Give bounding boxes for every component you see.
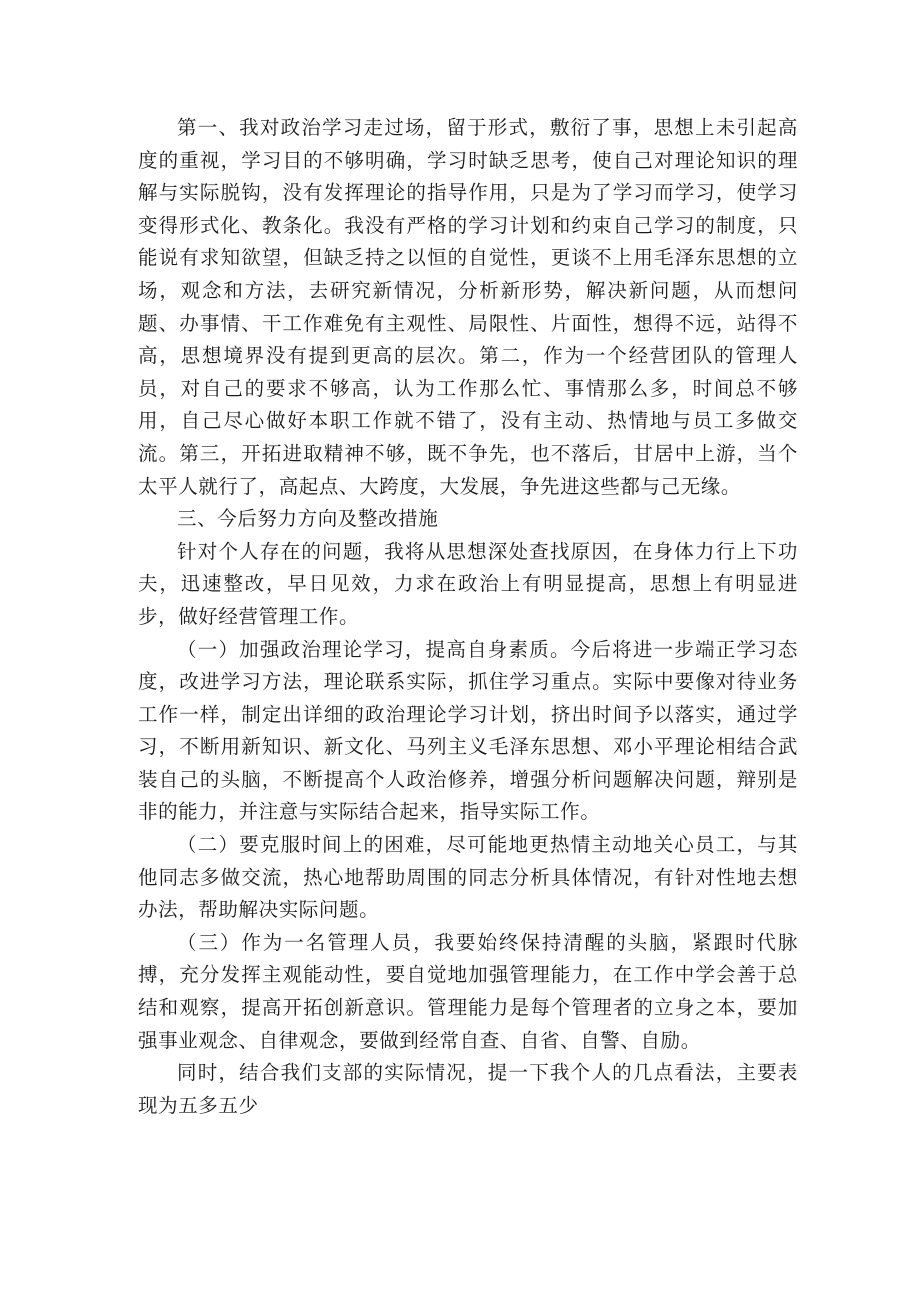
section-heading-rectification: 三、今后努力方向及整改措施: [177, 507, 439, 531]
paragraph-measure-two: （二）要克服时间上的困难，尽可能地更热情主动地关心员工，与其他同志多做交流，热心地帮助周围的同志分析具体情况，有针对性地去想办法，帮助解决实际问题。: [138, 833, 798, 922]
paragraph-closing: 同时，结合我们支部的实际情况，提一下我个人的几点看法，主要表现为五多五少: [138, 1061, 798, 1117]
paragraph-intro-rectification: 针对个人存在的问题，我将从思想深处查找原因，在身体力行上下功夫，迅速整改，早日见效，力求在政治上有明显提高，思想上有明显进步，做好经营管理工作。: [138, 539, 798, 628]
paragraph-problems: 第一、我对政治学习走过场，留于形式，敷衍了事，思想上未引起高度的重视，学习目的不够明确，学习时缺乏思考，使自己对理论知识的理解与实际脱钩，没有发挥理论的指导作用，只是为了学习而学习，使学习变得形式化、教条化。我没有严格的学习计划和约束自己学习的制度，只能说有求知欲望，但缺乏持之以恒的自觉性，更谈不上用毛泽东思想的立场，观念和方法，去研究新情况，分析新形势，解决新问题，从而想问题、办事情、干工作难免有主观性、局限性、片面性，想得不远，站得不高，思想境界没有提到更高的层次。第二，作为一个经营团队的管理人员，对自己的要求不够高，认为工作那么忙、事情那么多，时间总不够用，自己尽心做好本职工作就不错了，没有主动、热情地与员工多做交流。第三，开拓进取精神不够，既不争先，也不落后，甘居中上游，当个太平人就行了，高起点、大跨度，大发展，争先进这些都与己无缘。: [138, 116, 798, 498]
paragraph-measure-three: （三）作为一名管理人员，我要始终保持清醒的头脑，紧跟时代脉搏，充分发挥主观能动性，要自觉地加强管理能力，在工作中学会善于总结和观察，提高开拓创新意识。管理能力是每个管理者的立身之本，要加强事业观念、自律观念，要做到经常自查、自省、自警、自励。: [138, 930, 798, 1052]
document-body: [138, 112, 798, 1122]
paragraph-measure-one: （一）加强政治理论学习，提高自身素质。今后将进一步端正学习态度，改进学习方法，理论联系实际，抓住学习重点。实际中要像对待业务工作一样，制定出详细的政治理论学习计划，挤出时间予以落实，通过学习，不断用新知识、新文化、马列主义毛泽东思想、邓小平理论相结合武装自己的头脑，不断提高个人政治修养，增强分析问题解决问题，辩别是非的能力，并注意与实际结合起来，指导实际工作。: [138, 637, 798, 824]
